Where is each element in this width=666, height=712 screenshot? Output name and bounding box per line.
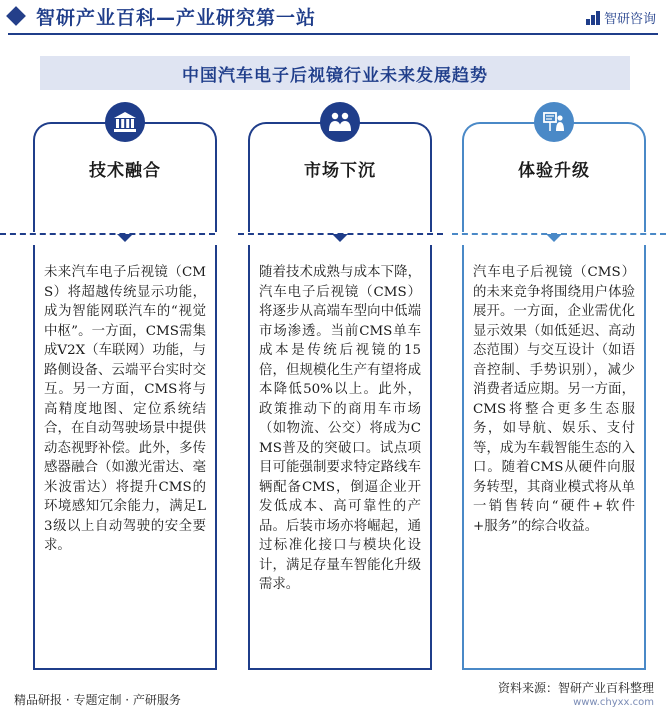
card-body-tech	[33, 245, 217, 670]
presenter-icon	[542, 111, 566, 133]
card-icon-market	[320, 102, 360, 142]
brand-logo[interactable]	[586, 8, 656, 27]
card-text-experience: 汽车电子后视镜（CMS）的未来竞争将围绕用户体验展开。一方面，企业需优化显示效果（如低延迟、高动态范围）与交互设计（如语音控制、手势识别），减少消费者适应期。另一方面，CMS将整合更多生态服务，如导航、娱乐、支付等，成为车载智能生态的入口。随着CMS从硬件向服务转型，其商业模式将从单一销售转向“硬件+软件+服务”的综合收益。	[473, 265, 635, 534]
footer-url[interactable]: www.chyxx.com	[573, 697, 654, 708]
brand-name: 智研咨询	[603, 12, 656, 27]
page-title: 中国汽车电子后视镜行业未来发展趋势	[182, 65, 488, 86]
card-title-tech: 技术融合	[89, 161, 161, 181]
card-text-tech: 未来汽车电子后视镜（CMS）将超越传统显示功能，成为智能网联汽车的“视觉中枢”。一方面，CMS需集成V2X（车联网）功能，与路侧设备、云端平台实时交互。另一方面，CMS将与高精度地图、定位系统结合，在自动驾驶场景中提供动态视野补偿。此外，多传感器融合（如激光雷达、毫米波雷达）将提升CMS的环境感知冗余能力，满足L3级以上自动驾驶的安全要求。	[44, 265, 206, 553]
card-title-experience: 体验升级	[518, 161, 590, 181]
card-body-market	[248, 245, 432, 670]
page-header	[0, 0, 666, 34]
card-icon-experience	[534, 102, 574, 142]
bar-chart-icon	[586, 11, 600, 25]
card-text-market: 随着技术成熟与成本下降，汽车电子后视镜（CMS）将逐步从高端车型向中低端市场渗透。当前CMS单车成本是传统后视镜的15倍，但规模化生产有望将成本降低50%以上。此外，政策推动下的商用车市场（如物流、公交）将成为CMS普及的突破口。试点项目可能强制要求特定路线车辆配备CMS，倒逼企业开发低成本、高可靠性的产品。后装市场亦将崛起，通过标准化接口与模块化设计，满足存量车智能化升级需求。	[259, 265, 421, 592]
footer-services: 精品研报 · 专题定制 · 产研服务	[14, 693, 181, 707]
bank-icon	[113, 111, 137, 133]
separator-notch	[117, 234, 133, 242]
people-icon	[328, 111, 352, 133]
diamond-icon	[6, 6, 26, 26]
card-body-experience	[462, 245, 646, 670]
card-title-market: 市场下沉	[304, 161, 376, 181]
header-divider	[8, 33, 658, 35]
footer-source: 资料来源：智研产业百科整理	[497, 681, 654, 695]
card-separator-tech	[0, 233, 215, 235]
card-icon-tech	[105, 102, 145, 142]
separator-notch	[332, 234, 348, 242]
site-title: 智研产业百科—产业研究第一站	[36, 7, 317, 29]
title-banner	[40, 56, 630, 90]
separator-notch	[546, 234, 562, 242]
